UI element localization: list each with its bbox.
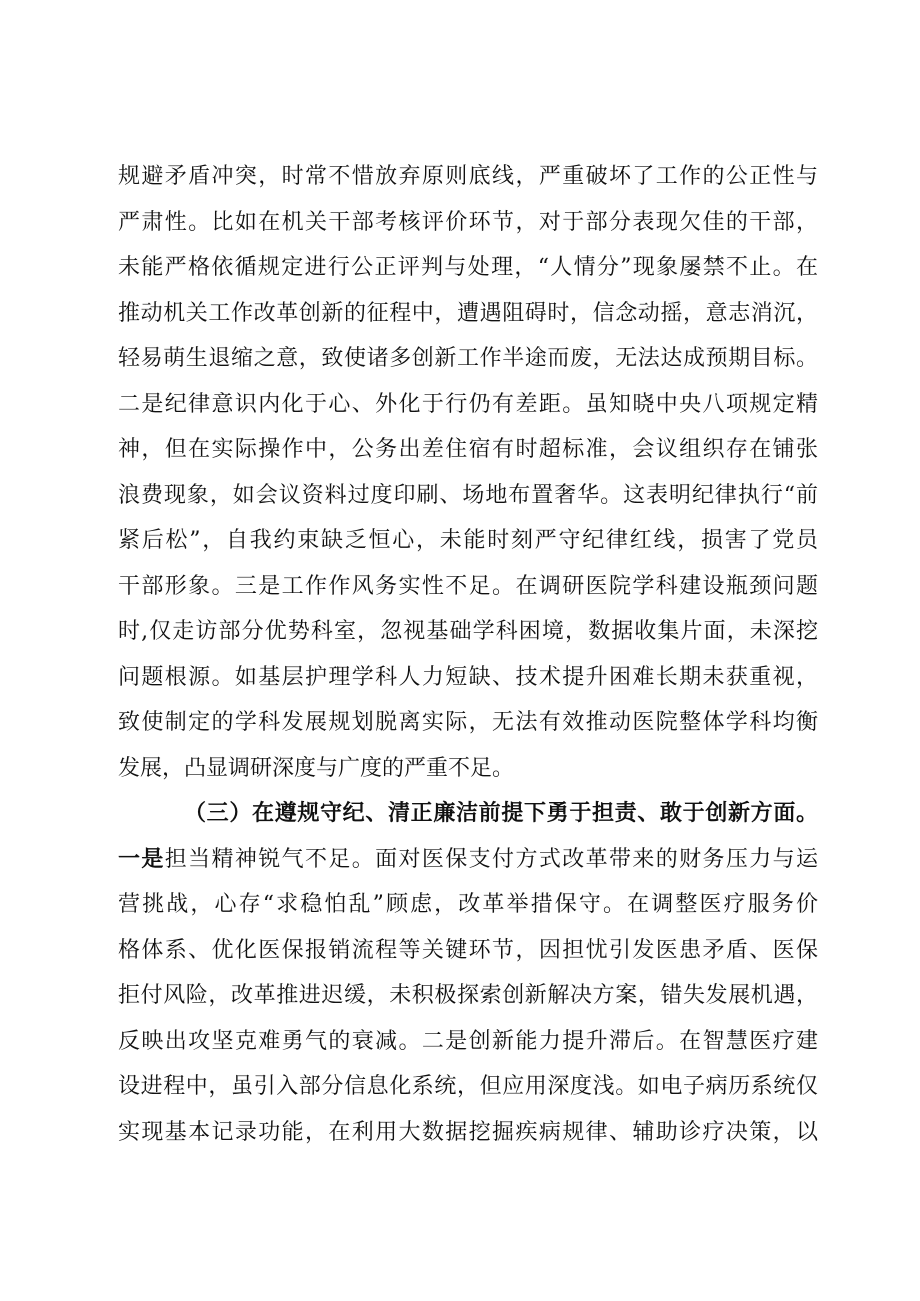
paragraph-line	[118, 1064, 818, 1110]
text-segment: 实现基本记录功能，在利用大数据挖掘疾病规律、辅助诊疗决策，以	[118, 1119, 818, 1145]
paragraph-line	[118, 518, 818, 564]
paragraph-line	[118, 746, 818, 792]
text-segment: 设进程中，虽引入部分信息化系统，但应用深度浅。如电子病历系统仅	[118, 1074, 818, 1099]
paragraph-line	[118, 291, 818, 337]
text-segment: 发展，凸显调研深度与广度的严重不足。	[118, 755, 515, 781]
text-segment: 推动机关工作改革创新的征程中，遭遇阻碍时，信念动摇，意志消沉，	[118, 300, 818, 326]
bold-text-segment: 一是	[118, 845, 165, 872]
text-segment: 干部形象。三是工作作风务实性不足。在调研医院学科建设瓶颈问题	[118, 573, 818, 599]
paragraph-line	[118, 427, 818, 473]
text-segment: 致使制定的学科发展规划脱离实际，无法有效推动医院整体学科均衡	[118, 710, 818, 735]
paragraph-line	[118, 1110, 818, 1156]
text-segment: 严肃性。比如在机关干部考核评价环节，对于部分表现欠佳的干部，	[118, 209, 818, 235]
text-segment: 时,仅走访部分优势科室，忽视基础学科困境，数据收集片面，未深挖	[118, 619, 818, 644]
paragraph-line	[118, 609, 818, 655]
text-segment: 紧后松”，自我约束缺乏恒心，未能时刻严守纪律红线，损害了党员	[118, 528, 818, 553]
paragraph-line	[118, 837, 818, 883]
paragraph-line	[118, 1019, 818, 1065]
bold-text-segment: （三）在遵规守纪、清正廉洁前提下勇于担责、敢于创新方面。	[184, 800, 818, 826]
text-segment: 拒付风险，改革推进迟缓，未积极探索创新解决方案，错失发展机遇，	[118, 983, 818, 1008]
text-segment: 担当精神锐气不足。面对医保支付方式改革带来的财务压力与运	[164, 846, 818, 872]
paragraph-line	[118, 382, 818, 428]
paragraph-line	[118, 245, 818, 291]
paragraph-line	[118, 473, 818, 519]
text-segment: 规避矛盾冲突，时常不惜放弃原则底线，严重破坏了工作的公正性与	[118, 164, 818, 189]
section-heading-line	[118, 791, 818, 837]
paragraph-line	[118, 928, 818, 974]
text-segment: 未能严格依循规定进行公正评判与处理，“人情分”现象屡禁不止。在	[118, 255, 818, 280]
text-segment: 问题根源。如基层护理学科人力短缺、技术提升困难长期未获重视，	[118, 664, 818, 690]
text-segment: 神，但在实际操作中，公务出差住宿有时超标准，会议组织存在铺张	[118, 437, 818, 462]
text-segment: 轻易萌生退缩之意，致使诸多创新工作半途而废，无法达成预期目标。	[118, 346, 818, 371]
text-segment: 格体系、优化医保报销流程等关键环节，因担忧引发医患矛盾、医保	[118, 937, 818, 963]
text-segment: 二是纪律意识内化于心、外化于行仍有差距。虽知晓中央八项规定精	[118, 391, 818, 417]
paragraph-line	[118, 973, 818, 1019]
paragraph-line	[118, 700, 818, 746]
paragraph-line	[118, 882, 818, 928]
text-segment: 反映出攻坚克难勇气的衰减。二是创新能力提升滞后。在智慧医疗建	[118, 1028, 818, 1054]
paragraph-line	[118, 200, 818, 246]
text-segment: 营挑战，心存“求稳怕乱”顾虑，改革举措保守。在调整医疗服务价	[118, 892, 818, 917]
text-segment: 浪费现象，如会议资料过度印刷、场地布置奢华。这表明纪律执行“前	[118, 482, 818, 508]
paragraph-line	[118, 655, 818, 701]
paragraph-line	[118, 564, 818, 610]
paragraph-line	[118, 154, 818, 200]
document-body	[118, 154, 818, 1155]
paragraph-line	[118, 336, 818, 382]
